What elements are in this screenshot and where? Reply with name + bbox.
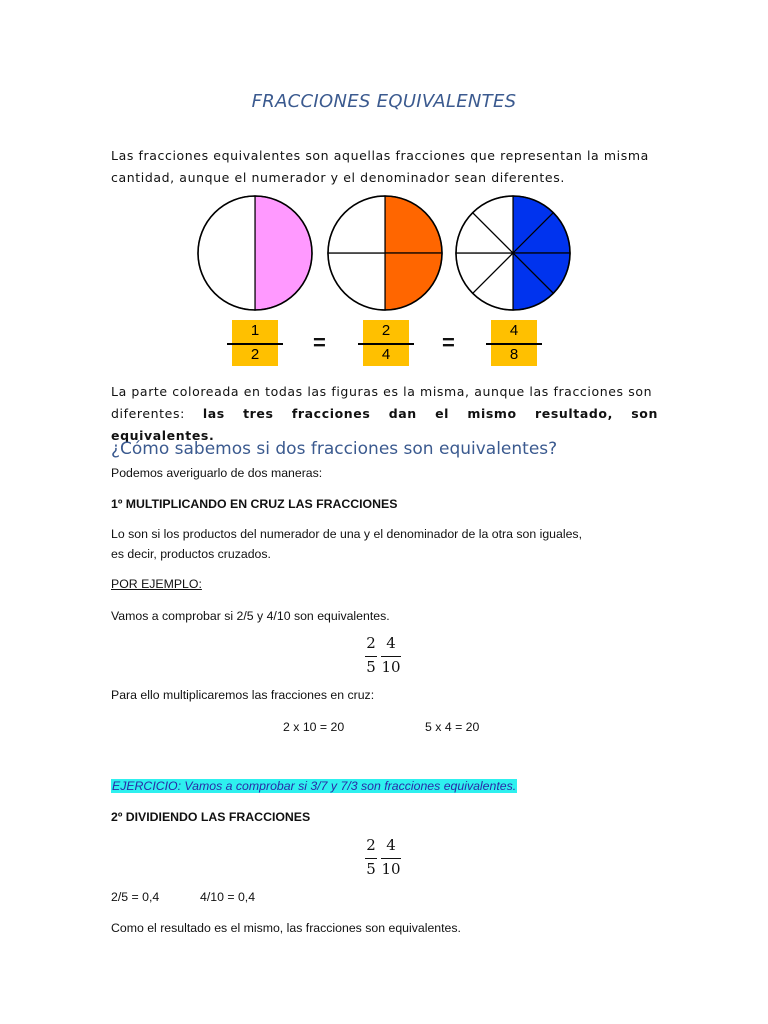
example-text: Vamos a comprobar si 2/5 y 4/10 son equivalentes.: [111, 609, 390, 623]
cross-text: Para ello multiplicaremos las fracciones en cruz:: [111, 688, 375, 702]
fraction-box-2: [363, 320, 409, 366]
conclusion-text: Como el resultado es el mismo, las fracciones son equivalentes.: [111, 921, 461, 935]
division-result-1: 2/5 = 0,4: [111, 890, 160, 904]
exercise-highlight: EJERCICIO: Vamos a comprobar si 3/7 y 7/3 son fracciones equivalentes.: [112, 779, 517, 793]
method1-line-2: es decir, productos cruzados.: [111, 547, 271, 561]
math-fractions-example-1: [364, 634, 414, 680]
intro-line-1: Las fracciones equivalentes son aquellas fracciones que representan la misma: [111, 148, 649, 163]
circle-1-slice-1: [255, 196, 312, 310]
math2-frac-a-bar: [365, 858, 377, 859]
method1-line-1: Lo son si los productos del numerador de una y el denominador de la otra son iguales,: [111, 527, 582, 541]
intro-line-2: cantidad, aunque el numerador y el denominador sean diferentes.: [111, 170, 565, 185]
fraction-2-denominator: 4: [381, 346, 391, 363]
example-label: POR EJEMPLO:: [111, 577, 202, 591]
section-question-heading: ¿Cómo sabemos si dos fracciones son equivalentes?: [111, 439, 558, 459]
page-title: FRACCIONES EQUIVALENTES: [251, 91, 517, 112]
fraction-3-denominator: 8: [509, 346, 519, 363]
observation-paragraph: [111, 381, 658, 447]
method2-heading: 2º DIVIDIENDO LAS FRACCIONES: [111, 810, 311, 824]
equals-sign-2: =: [442, 330, 455, 355]
fraction-2-numerator: 2: [381, 322, 391, 339]
math1-frac-b-denominator: 10: [381, 658, 401, 676]
product-2: 5 x 4 = 20: [425, 720, 480, 734]
fraction-1-denominator: 2: [250, 346, 260, 363]
ways-text: Podemos averiguarlo de dos maneras:: [111, 466, 323, 480]
math-fractions-example-2: [364, 836, 414, 882]
fraction-2-bar: [358, 343, 414, 345]
math2-frac-b-numerator: 4: [386, 836, 396, 854]
fraction-1-bar: [227, 343, 283, 345]
fraction-3-bar: [486, 343, 542, 345]
exercise-line: [111, 776, 671, 796]
fraction-3-numerator: 4: [509, 322, 519, 339]
math2-frac-a-denominator: 5: [366, 860, 376, 878]
equals-sign-1: =: [313, 330, 326, 355]
math1-frac-a-bar: [365, 656, 377, 657]
division-result-2: 4/10 = 0,4: [200, 890, 256, 904]
math1-frac-a-denominator: 5: [366, 658, 376, 676]
method1-description: [111, 524, 671, 564]
math2-frac-a-numerator: 2: [366, 836, 376, 854]
fraction-circles-figure: [190, 195, 580, 315]
observation-bold-text: las tres fracciones dan el mismo resultado, son equivalentes.: [111, 406, 658, 443]
math1-frac-b-numerator: 4: [386, 634, 396, 652]
math1-frac-b-bar: [381, 656, 401, 657]
math2-frac-b-bar: [381, 858, 401, 859]
observation-line-1: La parte coloreada en todas las figuras es la misma, aunque las fracciones son: [111, 384, 653, 399]
math2-frac-b-denominator: 10: [381, 860, 401, 878]
fraction-box-1: [232, 320, 278, 366]
circle-1-slice-2: [198, 196, 255, 310]
fraction-box-3: [491, 320, 537, 366]
math1-frac-a-numerator: 2: [366, 634, 376, 652]
method1-heading: 1º MULTIPLICANDO EN CRUZ LAS FRACCIONES: [111, 497, 398, 511]
observation-text: diferentes:: [111, 406, 203, 421]
product-1: 2 x 10 = 20: [283, 720, 345, 734]
intro-paragraph: [111, 145, 658, 189]
fraction-1-numerator: 1: [250, 322, 260, 339]
